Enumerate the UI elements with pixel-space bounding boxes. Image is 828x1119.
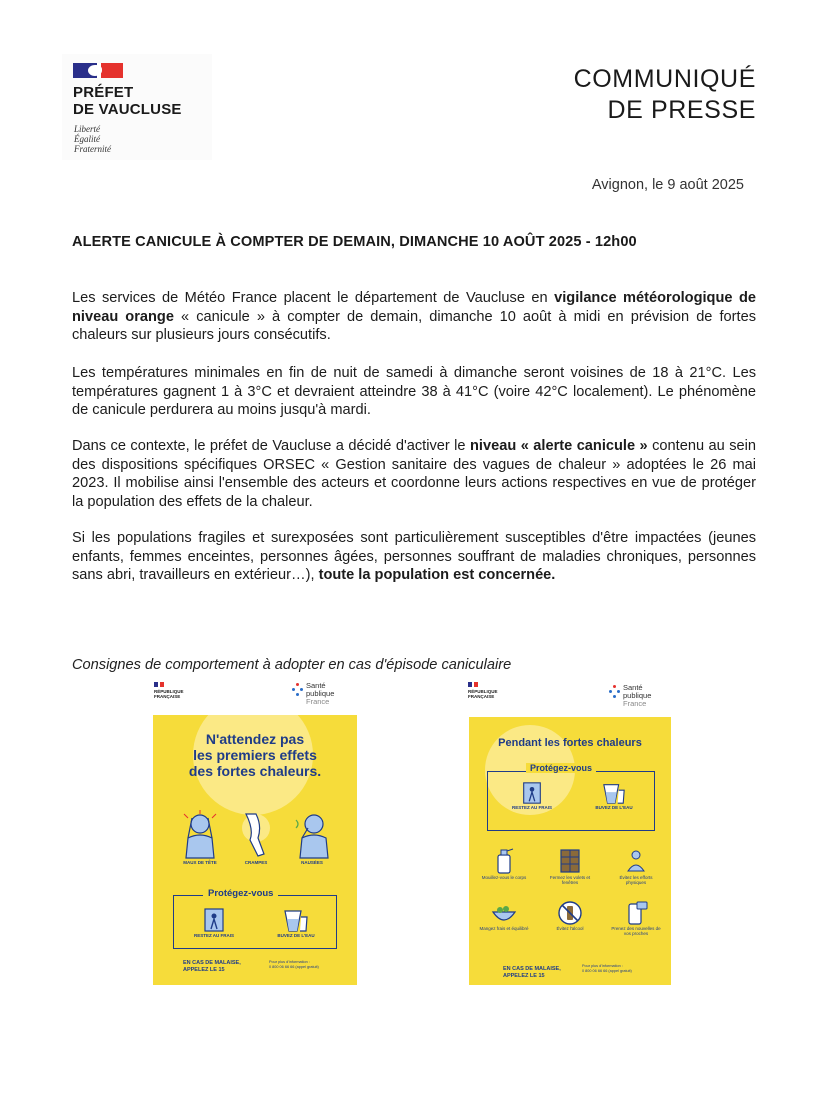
water-glass-icon <box>281 907 311 933</box>
nausea-icon <box>292 810 332 860</box>
paragraph-population: Si les populations fragiles et surexposées sont particulièrement susceptibles d'être impactées (jeunes enfants, femmes enceintes, personnes âgées, personnes souffrant de maladies chroniques, personnes sans abri, travailleurs en extérieur…), toute la population est concernée. <box>72 530 756 583</box>
tip-check-relatives: Prenez des nouvelles de vos proches <box>611 900 661 936</box>
tip-close-shutters: Fermez les volets et fenêtres <box>545 847 595 885</box>
paragraph-temperatures: Les températures minimales en fin de nuit de samedi à dimanche seront voisines de 18 à 21°C. Les températures gagnent 1 à 3°C et devraient atteindre 38 à 41°C (voire 42°C localement). Le phénomène de canicule perdurera au moins jusqu'à mardi. <box>72 365 756 418</box>
prefecture-logo <box>62 54 212 160</box>
tip-eat-fresh: Mangez frais et équilibré <box>479 900 529 931</box>
spray-bottle-icon <box>492 847 516 875</box>
symptom-nausea: NAUSÉES <box>287 810 337 865</box>
poster1-emergency-notice: EN CAS DE MALAISE, APPELEZ LE 15 <box>183 960 241 973</box>
window-shutters-icon <box>558 847 582 875</box>
sante-publique-dots-icon <box>609 685 621 701</box>
salad-bowl-icon <box>491 900 517 926</box>
poster2-action-stay-cool: RESTEZ AU FRAIS <box>497 781 567 810</box>
poster1-republique-logo: RÉPUBLIQUE FRANÇAISE <box>154 682 184 699</box>
action-drink-water: BUVEZ DE L'EAU <box>261 907 331 938</box>
poster2-protect-title: Protégez-vous <box>526 763 596 773</box>
poster1-info: Pour plus d'information : 0 800 06 66 66 (appel gratuit) <box>269 960 319 969</box>
prefecture-name-line2: DE VAUCLUSE <box>73 101 182 118</box>
figure-caption: Consignes de comportement à adopter en cas d'épisode caniculaire <box>72 657 512 673</box>
document-date: Avignon, le 9 août 2025 <box>591 177 744 193</box>
marianne-flag-icon <box>73 63 123 78</box>
symptom-headache: MAUX DE TÊTE <box>175 810 225 865</box>
action-stay-cool: RESTEZ AU FRAIS <box>179 907 249 938</box>
symptom-cramps: CRAMPES <box>231 810 281 865</box>
headline: ALERTE CANICULE À COMPTER DE DEMAIN, DIMANCHE 10 AOÛT 2025 - 12h00 <box>72 234 637 250</box>
water-glass-icon <box>600 781 628 805</box>
poster2-title: Pendant les fortes chaleurs <box>498 737 642 749</box>
tip-avoid-effort: Évitez les efforts physiques <box>611 847 661 885</box>
poster2-emergency-notice: EN CAS DE MALAISE, APPELEZ LE 15 <box>503 966 561 979</box>
sante-publique-dots-icon <box>292 683 304 699</box>
poster2-sante-publique-logo: Santé publique France <box>623 684 651 708</box>
stay-cool-icon <box>199 907 229 933</box>
tip-avoid-alcohol: Évitez l'alcool <box>545 900 595 931</box>
phone-message-icon <box>623 900 649 926</box>
no-alcohol-icon <box>557 900 583 926</box>
republic-motto: Liberté Égalité Fraternité <box>74 124 111 154</box>
poster2-republique-logo: RÉPUBLIQUE FRANÇAISE <box>468 682 498 699</box>
prefecture-name-line1: PRÉFET <box>73 84 134 101</box>
poster1-title: N'attendez pas les premiers effets des fortes chaleurs. <box>188 731 322 779</box>
poster1-protect-title: Protégez-vous <box>203 888 278 899</box>
paragraph-orsec: Dans ce contexte, le préfet de Vaucluse a décidé d'activer le niveau « alerte canicule » contenu au sein des dispositions spécifiques ORSEC « Gestion sanitaire des vagues de chaleur » adoptées le 26 mai 2023. Il mobilise ainsi l'ensemble des acteurs et coordonne leurs actions respectives en vue de protéger la population des effets de la chaleur. <box>72 438 756 510</box>
headache-icon <box>180 810 220 860</box>
poster1-sante-publique-logo: Santé publique France <box>306 682 334 706</box>
stay-cool-icon <box>518 781 546 805</box>
poster2-info: Pour plus d'information : 0 800 06 66 66 (appel gratuit) <box>582 964 632 973</box>
poster2-action-drink-water: BUVEZ DE L'EAU <box>579 781 649 810</box>
poster-premiers-effets <box>153 715 357 985</box>
leg-cramp-icon <box>236 810 276 860</box>
paragraph-vigilance: Les services de Météo France placent le département de Vaucluse en vigilance météorologique de niveau orange « canicule » à compter de demain, dimanche 10 août à midi en prévision de fortes chaleurs sur plusieurs jours consécutifs. <box>72 290 756 343</box>
document-type: COMMUNIQUÉ DE PRESSE <box>573 65 756 124</box>
tip-wet-body: Mouillez-vous le corps <box>479 847 529 880</box>
resting-person-icon <box>624 847 648 875</box>
poster-fortes-chaleurs <box>469 717 671 985</box>
